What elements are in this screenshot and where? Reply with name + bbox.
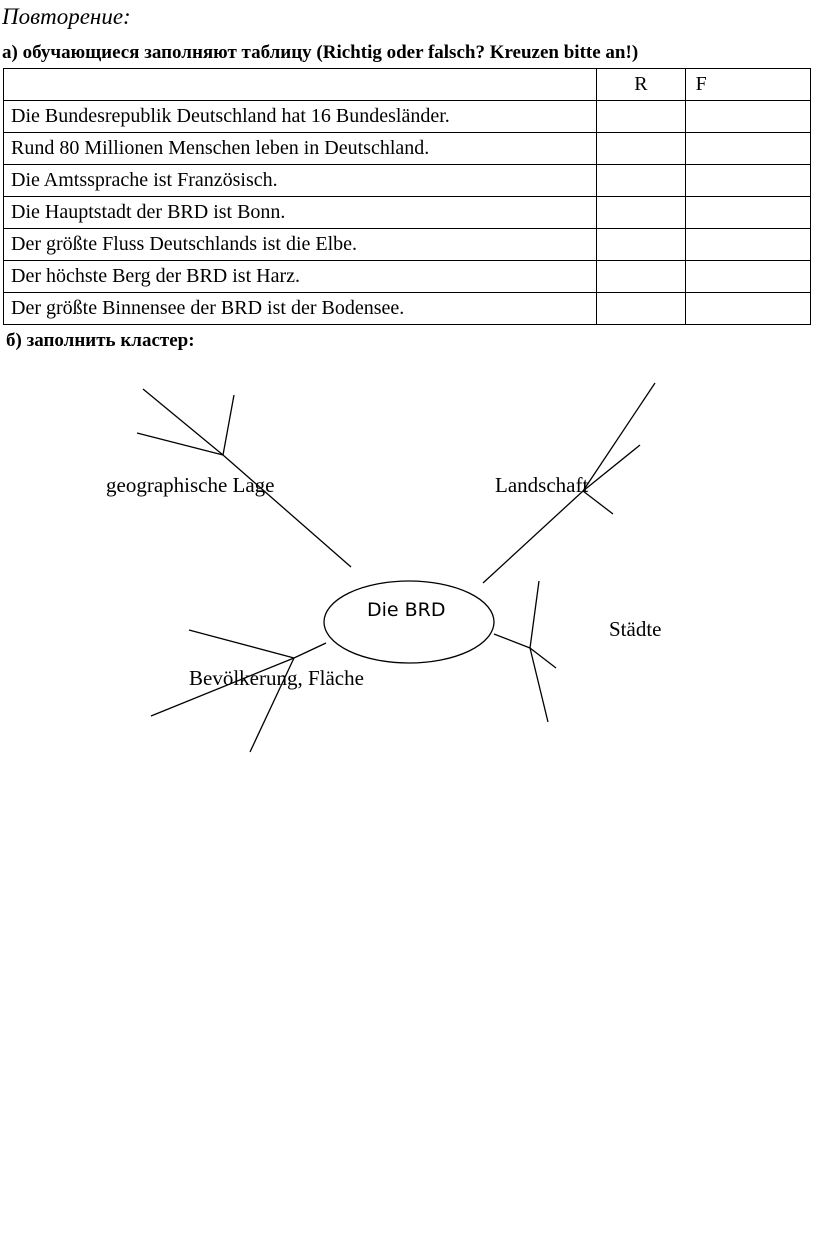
statement-cell: Der größte Fluss Deutschlands ist die Elbe. [4, 229, 597, 261]
branch-line-landschaft [483, 491, 583, 583]
header-f: F [685, 69, 810, 101]
branch-label-geo: geographische Lage [106, 473, 275, 497]
branch-label-staedte: Städte [609, 617, 662, 641]
cluster-center-label: Die BRD [367, 599, 446, 621]
statement-cell: Die Hauptstadt der BRD ist Bonn. [4, 197, 597, 229]
branch-line-staedte [494, 634, 530, 648]
twig-line [223, 395, 234, 455]
twig-line [583, 445, 640, 491]
branch-line-geo [223, 455, 351, 567]
statement-cell: Rund 80 Millionen Menschen leben in Deutschland. [4, 133, 597, 165]
twig-line [189, 630, 294, 658]
twig-line [583, 383, 655, 491]
task-a-heading: а) обучающиеся заполняют таблицу (Richtig oder falsch? Kreuzen bitte an!) [2, 42, 639, 63]
branch-label-landschaft: Landschaft [495, 473, 589, 497]
statement-cell: Der größte Binnensee der BRD ist der Bodensee. [4, 293, 597, 325]
statement-cell: Der höchste Berg der BRD ist Harz. [4, 261, 597, 293]
statement-cell: Die Bundesrepublik Deutschland hat 16 Bundesländer. [4, 101, 597, 133]
center-ellipse [324, 581, 494, 663]
task-b-heading: б) заполнить кластер: [6, 330, 195, 351]
branch-label-bevoelkerung: Bevölkerung, Fläche [189, 666, 364, 690]
twig-line [530, 581, 539, 648]
statement-cell: Die Amtssprache ist Französisch. [4, 165, 597, 197]
page-title: Повторение: [2, 4, 131, 29]
header-r: R [597, 69, 686, 101]
branch-line-bevoelkerung [294, 643, 326, 658]
